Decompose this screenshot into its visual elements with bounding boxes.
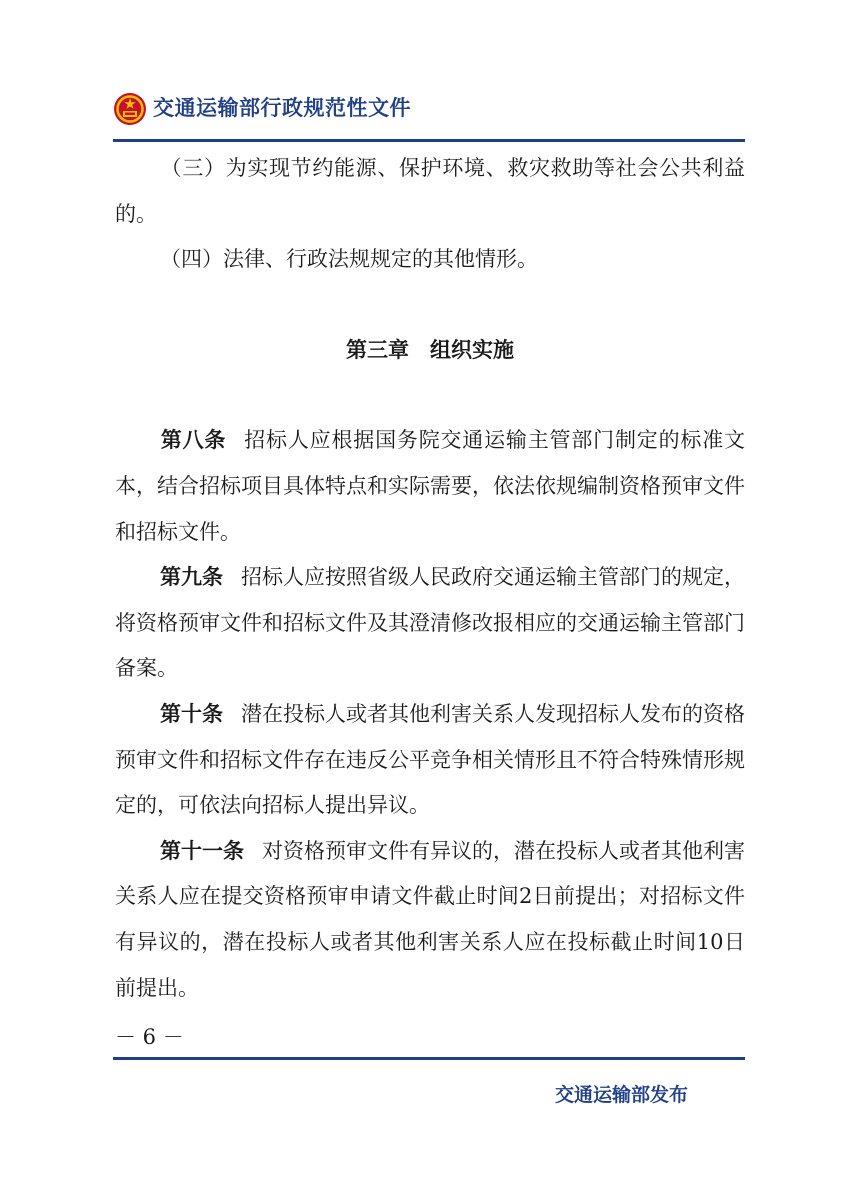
clause-paragraph — [115, 146, 745, 237]
clause-text: （四）法律、行政法规规定的其他情形。 — [160, 247, 538, 272]
article-text: 招标人应根据国务院交通运输主管部门制定的标准文本，结合招标项目具体特点和实际需要，依法依规编制资格预审文件和招标文件。 — [115, 428, 746, 544]
article-paragraph — [115, 418, 745, 555]
article-paragraph — [115, 692, 745, 829]
header-title: 交通运输部行政规范性文件 — [153, 96, 411, 120]
publisher-label: 交通运输部发布 — [555, 1084, 689, 1106]
national-emblem-icon — [113, 92, 147, 126]
article-text: 对资格预审文件有异议的，潜在投标人或者其他利害关系人应在提交资格预审申请文件截止时间2日前提出；对招标文件有异议的，潜在投标人或者其他利害关系人应在投标截止时间10日前提出。 — [115, 838, 745, 1000]
article-label: 第九条 — [160, 565, 223, 590]
article-label: 第十一条 — [160, 838, 244, 863]
footer-divider — [113, 1057, 745, 1060]
page-number: － 6 － — [115, 1025, 184, 1049]
header-divider — [113, 139, 745, 142]
article-label: 第十条 — [160, 701, 223, 726]
clause-paragraph — [115, 237, 745, 283]
article-text: 潜在投标人或者其他利害关系人发现招标人发布的资格预审文件和招标文件存在违反公平竞争相关情形且不符合特殊情形规定的，可依法向招标人提出异议。 — [115, 701, 745, 818]
document-header — [113, 88, 745, 134]
article-text: 招标人应按照省级人民政府交通运输主管部门的规定，将资格预审文件和招标文件及其澄清修改报相应的交通运输主管部门备案。 — [115, 565, 745, 681]
document-body — [115, 146, 745, 1011]
article-paragraph — [115, 555, 745, 692]
article-paragraph — [115, 829, 745, 1011]
clause-text: （三）为实现节约能源、保护环境、救灾救助等社会公共利益的。 — [115, 156, 745, 226]
article-label: 第八条 — [160, 428, 227, 453]
chapter-title: 第三章 组织实施 — [346, 337, 514, 362]
